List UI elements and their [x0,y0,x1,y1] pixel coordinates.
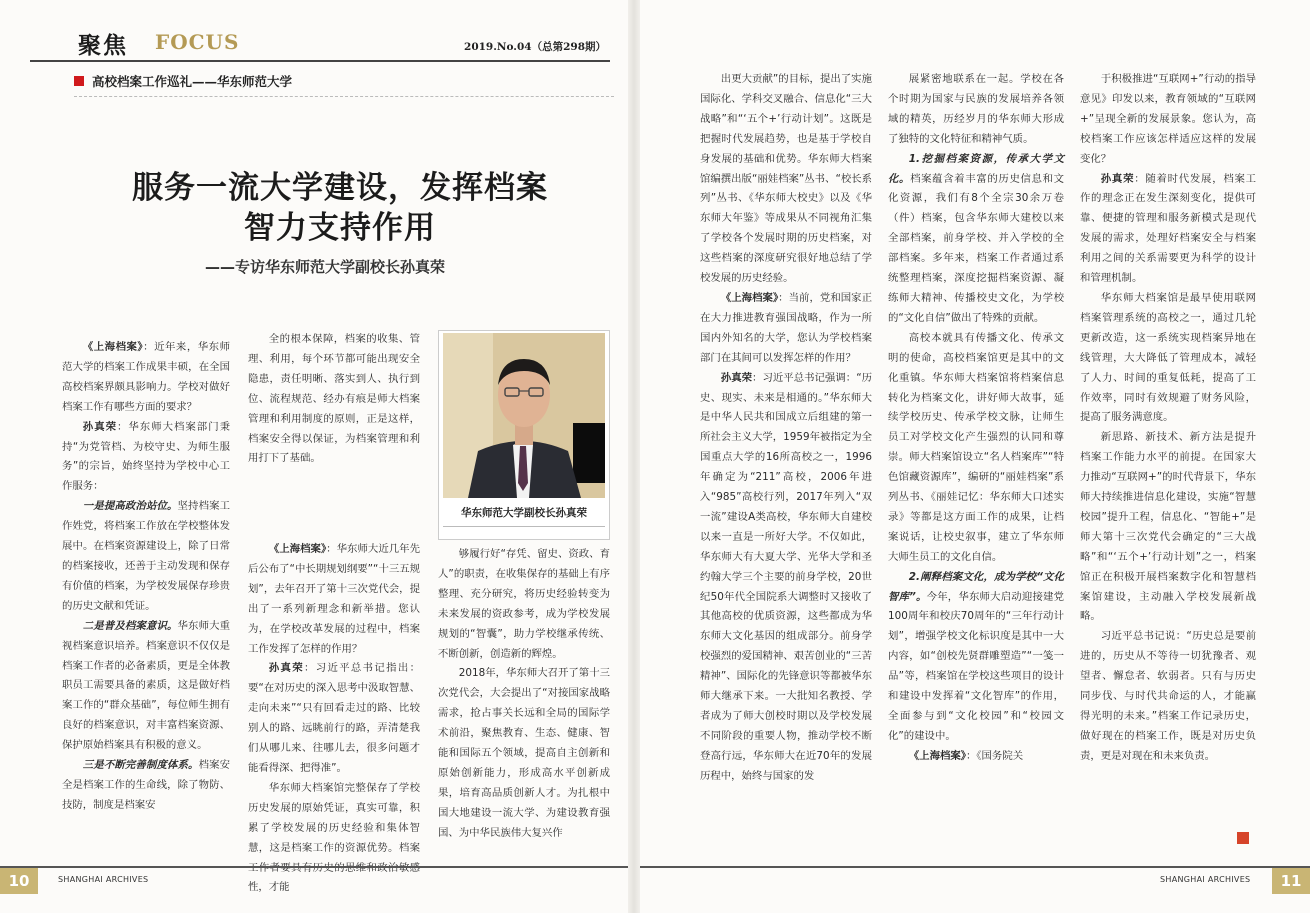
column-label-text: 高校档案工作巡礼——华东师范大学 [92,74,293,89]
paragraph-text: ：华东师大近几年先后公布了“中长期规划纲要”“十三五规划”，去年召开了第十三次党代会，提出了一系列新理念和新举措。您认为，在学校改革发展的过程中，档案工作发挥了怎样的作用？ [248,543,421,655]
article-subtitle: ——专访华东师范大学副校长孙真荣 [205,258,446,276]
paragraph-lead: 孙真荣 [82,420,117,433]
paragraph-text: 够履行好“存凭、留史、资政、育人”的职责，在收集保存的基础上有序整理、充分研究，将历史经验转变为未来发展的资政参考，成为学校发展规划的“智囊”，助力学校继承传统、不断创新，创造新的辉煌。 [438,548,610,660]
page-gutter [628,0,640,913]
article-title-line1: 服务一流大学建设，发挥档案 [132,170,548,206]
paragraph-text: ：习近平总书记强调：“历史、现实、未来是相通的。”华东师大是中华人民共和国成立后组建的第一所社会主义大学，1959年被指定为全国重点大学的16所高校之一，1996年确定为“211”高校，2006年进入“985”高校行列，2017年列入“双一流”建设A类高校，华东师大自建校以来一直是一所好大学。不仅如此，华东师大有大夏大学、光华大学和圣约翰大学三个主要的前身学校，20世纪50年代全国院系大调整时又接收了其他高校的优质资源，这些都成为华东师大文化基因的组成部分。前身学校强烈的爱国精神、艰苦创业的“三苦精神”、国际化的先锋意识等都被华东师大继承下来。一大批知名教授、学者成为了师大创校时期以及学校发展不同阶段的重要人物，推动学校不断登高行远，华东师大在近70年的发展历程中，始终与国家的发 [700,371,872,782]
paragraph-lead: 孙真荣 [1100,172,1135,185]
paragraph [248,330,420,469]
paragraph-text: 于积极推进“互联网+”行动的指导意见》印发以来，教育领域的“互联网+”呈现全新的发展景象。您认为，高校档案工作应该怎样适应这样的发展变化？ [1080,73,1256,165]
paragraph-text: 档案蕴含着丰富的历史信息和文化资源，我们有8个全宗30余万卷（件）档案，包含华东师大建校以来全部档案，前身学校、并入学校的全部档案。多年来，档案工作者通过系统整理档案，深度挖掘档案资源、凝练师大精神、传播校史文化，为学校的“文化自信”做出了特殊的贡献。 [888,172,1065,324]
right-footer-publication: SHANGHAI ARCHIVES [1160,875,1251,884]
paragraph-lead: 《上海档案》 [720,291,779,304]
header-section-cn: 聚焦 [78,33,128,59]
paragraph [700,369,872,787]
paragraph-text: ：近年来，华东师范大学的档案工作成果丰硕，在全国高校档案界颇具影响力。学校对做好档案工作有哪些方面的要求？ [62,341,230,413]
text-column-5 [888,70,1064,860]
text-column-6 [1080,70,1256,800]
portrait-image [443,333,605,498]
paragraph [888,747,1064,767]
paragraph-text: ：《国务院关 [965,749,1024,762]
photo-caption: 华东师范大学副校长孙真荣 [461,507,587,519]
paragraph-text: ：随着时代发展，档案工作的理念正在发生深刻变化，提供可靠、便捷的管理和服务新模式是现代发展的需求，处理好档案安全与档案利用之间的关系需要更为科学的设计和管理机制。 [1080,172,1257,285]
paragraph-lead: 1.挖掘档案资源，传承大学文化。 [888,152,1064,185]
paragraph [248,540,420,659]
paragraph [62,497,230,616]
paragraph [1080,289,1256,428]
paragraph-lead: 孙真荣 [268,662,304,675]
paragraph-text: ：习近平总书记指出：要“在对历史的深入思考中汲取智慧、走向未来”“只有回看走过的路、比较别人的路、远眺前行的路，弄清楚我们从哪儿来、往哪儿去，很多问题才能看得深、把得准”。 [248,662,420,774]
paragraph-text: 坚持档案工作姓党，将档案工作放在学校整体发展中。在档案资源建设上，除了日常的档案接收，还善于主动发现和保存有价值的档案，为学校发展保存珍贵的历史文献和凭证。 [62,500,231,612]
right-footer [640,866,1310,894]
paragraph-text: 华东师大档案馆是最早使用联网档案管理系统的高校之一，通过几轮更新改造，这一系统实现档案异地在线管理，大大降低了管理成本，减轻了人力、时间的重复低耗，提高了工作效率，同时有效规避了财务风险，提高了服务满意度。 [1080,291,1256,424]
paragraph [62,756,230,816]
paragraph [248,659,420,778]
paragraph-text: 华东师大重视档案意识培养。档案意识不仅仅是档案工作者的必备素质，更是全体教职员工需要具备的素质，这是做好档案工作的“群众基础”，每位师生拥有良好的档案意识，对丰富档案资源、保护原始档案具有积极的意义。 [62,619,231,752]
paragraph [62,617,230,756]
paragraph-text: 全的根本保障，档案的收集、管理、利用，每个环节都可能出现安全隐患，责任明晰、落实到人、执行到位、流程规范、经办有痕是师大档案管理和利用制度的原则，正是这样，档案安全得以保证，为档案管理和利用打下了基础。 [248,333,420,465]
paragraph [700,70,872,289]
paragraph-lead: 孙真荣 [720,371,753,384]
paragraph-text: 展紧密地联系在一起。学校在各个时期为国家与民族的发展培养各领域的精英，历经岁月的华东师大形成了独特的文化特征和精神气质。 [888,73,1064,145]
paragraph-text: ：当前，党和国家正在大力推进教育强国战略，作为一所国内外知名的大学，您认为学校档案部门在其间可以发挥怎样的作用？ [700,291,872,364]
paragraph [888,150,1064,329]
paragraph-text: 高校本就具有传播文化、传承文明的使命，高校档案馆更是其中的文化重镇。华东师大档案馆将档案信息转化为档案文化，讲好师大故事，延续学校历史、传承学校文脉，让师生员工对学校文化产生强烈的认同和尊崇。师大档案馆设立“名人档案库”“特色馆藏资源库”，编研的“丽娃档案”系列丛书、《丽娃记忆：华东师大口述实录》等都是这方面工作的成果，让档案说话，让校史叙事，建立了华东师大师生员工的文化自信。 [888,331,1064,563]
text-column-3 [438,545,610,865]
paragraph [62,418,230,498]
paragraph-lead: 二是普及档案意识。 [82,619,178,632]
paragraph [1080,70,1256,170]
caption-rule [443,526,605,527]
paragraph [62,338,230,418]
left-page-number: 10 [0,868,38,894]
red-square-icon [74,76,84,86]
text-column-2-top [248,330,420,530]
paragraph [438,664,610,843]
text-column-4 [700,70,872,860]
header-issue-number: 2019.No.04（总第298期） [464,41,606,53]
paragraph [1080,170,1256,289]
right-page-number: 11 [1272,868,1310,894]
end-mark-icon [1237,832,1249,844]
paragraph-lead: 一是提高政治站位。 [82,500,178,513]
page-header [30,20,610,62]
paragraph-text: ：华东师大档案部门秉持“为党管档、为校守史、为师生服务”的宗旨，始终坚持为学校中心工作服务： [62,420,230,493]
left-footer [0,866,628,894]
paragraph [888,329,1064,568]
paragraph-lead: 《上海档案》 [908,749,966,762]
paragraph [888,70,1064,150]
paragraph-text: 今年，华东师大启动迎接建党100周年和校庆70周年的“三年行动计划”，增强学校文化标识度是其中一大内容，如“创校先贤群雕塑造”“一笺一品”等，档案馆在学校这些项目的设计和建设中发挥着“文化智库”的作用，全面参与到“文化校园”和“校园文化”的建设中。 [888,590,1065,742]
paragraph-lead: 《上海档案》 [268,543,327,555]
paragraph [700,289,872,369]
paragraph-text: 新思路、新技术、新方法是提升档案工作能力水平的前提。在国家大力推动“互联网+”的时代背景下，华东师大持续推进信息化建设，实施“智慧校园”提升工程，信息化、“智能+”是师大第十三次党代会确定的“三大战略”和“‘五个+’行动计划”之一，档案馆正在积极开展档案数字化和智慧档案馆建设，主动融入学校发展新战略。 [1080,431,1256,623]
paragraph [888,568,1064,747]
paragraph-text: 档案安全是档案工作的生命线，除了物防、技防，制度是档案安 [62,759,231,811]
left-footer-publication: SHANGHAI ARCHIVES [58,875,149,884]
paragraph-text: 2018年，华东师大召开了第十三次党代会，大会提出了“对接国家战略需求，抢占事关长远和全局的国际学术前沿，聚焦教育、生态、健康、智能和国际五个领域，提高自主创新和原始创新能力，形成高水平创新成果，培育高品质创新人才。为扎根中国大地建设一流大学、为建设教育强国、为中华民族伟大复兴作 [438,667,610,839]
paragraph-lead: 三是不断完善制度体系。 [82,759,199,772]
paragraph-lead: 《上海档案》 [82,341,144,353]
paragraph-text: 习近平总书记说：“历史总是要前进的，历史从不等待一切犹豫者、观望者、懈怠者、软弱者。只有与历史同步伐、与时代共命运的人，才能赢得光明的未来。”档案工作记录历史，做好现在的档案工作，既是对历史负责，更是对现在和未来负责。 [1080,630,1256,762]
paragraph-text: 出更大贡献”的目标，提出了实施国际化、学科交叉融合、信息化“三大战略”和“‘五个+’行动计划”。这既是把握时代发展趋势，也是基于学校自身发展的基础和优势。华东师大档案馆编撰出版“丽娃档案”丛书、“校长系列”丛书、《华东师大校史》以及《华东师大年鉴》等成果从不同视角汇集了学校各个发展时期的历史档案，对这些档案的深度研究很好地总结了学校发展的历史经验。 [700,73,873,285]
paragraph [1080,428,1256,627]
portrait-photo [438,330,610,540]
section-divider [74,96,614,97]
article-title-line2: 智力支持作用 [244,210,436,246]
column-label [74,72,292,90]
paragraph-lead: 2.阐释档案文化，成为学校“文化智库”。 [888,570,1064,603]
paragraph [1080,627,1256,766]
paragraph [438,545,610,664]
portrait-illustration [443,333,605,498]
text-column-1 [62,338,230,858]
paragraph-text: 华东师大档案馆完整保存了学校历史发展的原始凭证，真实可靠，积累了学校发展的历史经验和集体智慧，这是档案工作的资源优势。档案工作者要具有历史的思维和政治敏感性，才能 [248,781,420,894]
header-section-en: FOCUS [155,30,240,54]
text-column-2-bottom [248,540,421,894]
